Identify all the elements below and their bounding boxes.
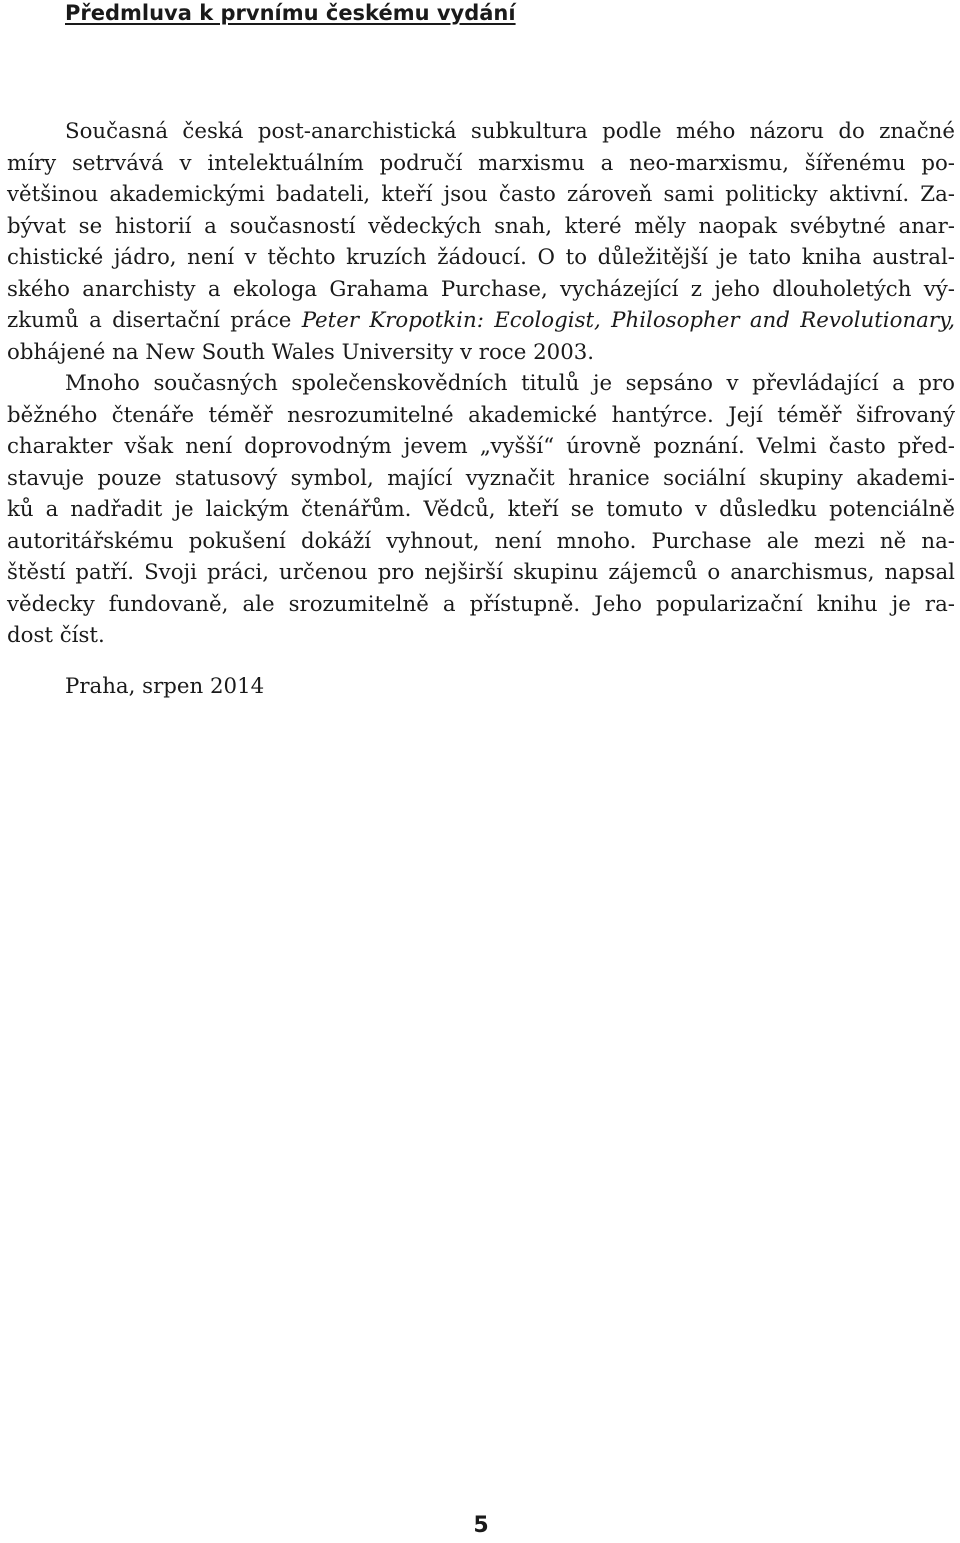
paragraph-1-line-8: obhájené na New South Wales University v roce 2003. [7,339,595,365]
paragraph-2-line-5: ků a nadřadit je laickým čtenářům. Vědců, kteří se tomuto v důsledku potenciálně [7,497,955,522]
paragraph-1-line-5: chistické jádro, není v těchto kruzích žádoucí. O to důležitější je tato kniha austral- [7,245,955,270]
paragraph-2-line-3: charakter však není doprovodným jevem „vyšší“ úrovně poznání. Velmi často před- [7,434,955,459]
paragraph-1 [7,116,955,368]
page-title: Předmluva k prvnímu českému vydání [65,1,516,25]
paragraph-1-line-7-text: zkumů a disertační práce [7,308,302,333]
paragraph-1-line-1: Současná česká post-anarchistická subkultura podle mého názoru do značné [65,119,955,144]
paragraph-2-line-8: vědecky fundovaně, ale srozumitelně a přístupně. Jeho popularizační knihu je ra- [7,591,955,617]
paragraph-2-line-7: štěstí patří. Svoji práci, určenou pro nejširší skupinu zájemců o anarchismus, napsal [7,560,955,585]
paragraph-2 [7,368,955,652]
paragraph-2-line-9: dost číst. [7,623,105,648]
body-text [7,116,955,652]
paragraph-1-line-7 [7,305,955,337]
paragraph-1-line-2: míry setrvává v intelektuálním područí marxismu a neo-marxismu, šířenému po- [7,150,955,176]
paragraph-2-line-2: běžného čtenáře téměř nesrozumitelné akademické hantýrce. Její téměř šifrovaný [7,402,955,428]
paragraph-2-line-4: stavuje pouze statusový symbol, mající vyznačit hranice sociální skupiny akademi- [7,465,955,491]
document-page [7,0,955,1543]
paragraph-1-line-3: většinou akademickými badateli, kteří jsou často zároveň sami politicky aktivní. Za- [7,182,955,207]
paragraph-1-line-6: ského anarchisty a ekologa Grahama Purchase, vycházející z jeho dlouholetých vý- [7,276,955,302]
book-title-italic: Peter Kropotkin: Ecologist, Philosopher and Revolutionary, [301,308,956,333]
paragraph-1-line-4: bývat se historií a současností vědeckých snah, které měly naopak svébytné anar- [7,213,955,239]
paragraph-2-line-6: autoritářskému pokušení dokáží vyhnout, není mnoho. Purchase ale mezi ně na- [7,528,955,554]
paragraph-2-line-1: Mnoho současných společenskovědních titulů je sepsáno v převládající a pro [65,371,955,396]
page-number: 5 [473,1513,489,1538]
place-and-date: Praha, srpen 2014 [65,674,265,699]
